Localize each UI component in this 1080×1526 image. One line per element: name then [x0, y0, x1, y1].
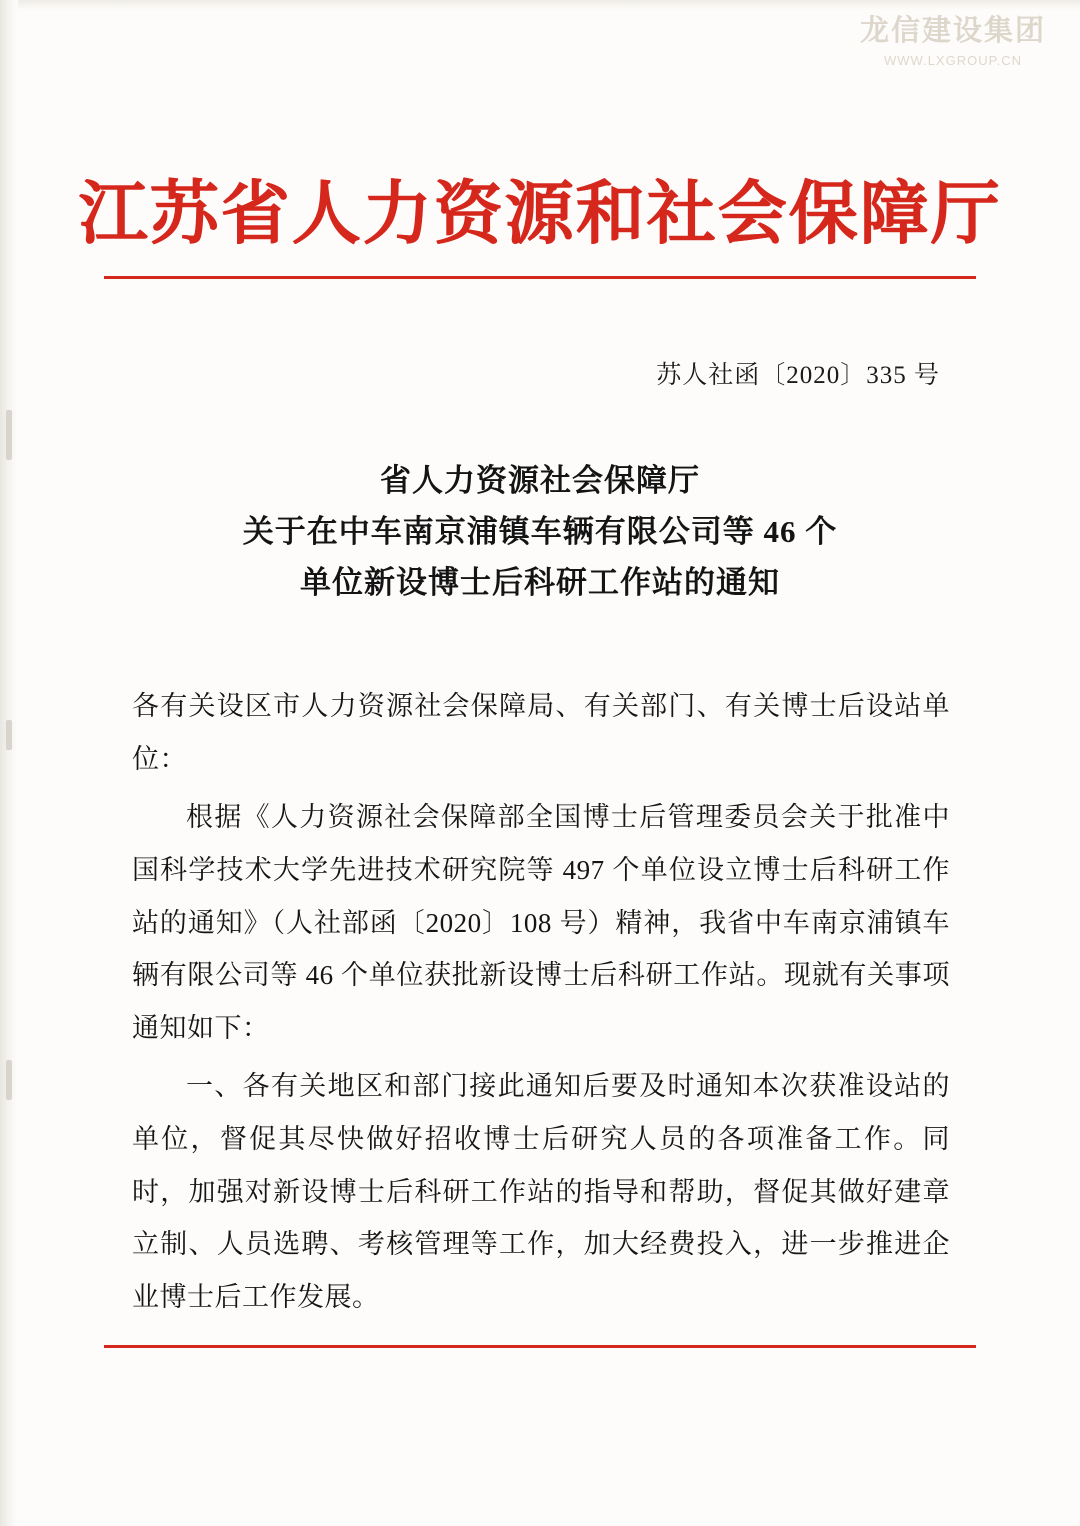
watermark-website: WWW.LXGROUP.CN [883, 52, 1022, 68]
document-number: 苏人社函〔2020〕335 号 [656, 362, 940, 389]
body-paragraph-salutation: 各有关设区市人力资源社会保障局、有关部门、有关博士后设站单位： [132, 691, 950, 774]
letterhead [0, 175, 1080, 279]
issuing-organization-title: 江苏省人力资源和社会保障厅 [78, 176, 1002, 252]
document-title [0, 455, 1080, 608]
body-paragraph-basis: 根据《人力资源社会保障部全国博士后管理委员会关于批准中国科学技术大学先进技术研究院等 497 个单位设立博士后科研工作站的通知》（人社部函〔2020〕108 号）精神，我省中车南京浦镇车辆有限公司等 46 个单位获批新设博士后科研工作站。现就有关事项通知如下： [132, 802, 950, 1043]
watermark [860, 14, 1046, 68]
scan-artifact-mark [6, 720, 12, 750]
scan-edge-top [0, 0, 1080, 10]
watermark-company-name: 龙信建设集团 [859, 15, 1046, 47]
footer-divider [104, 1345, 976, 1348]
document-body [132, 680, 950, 1330]
document-title-line-2: 关于在中车南京浦镇车辆有限公司等 46 个 [242, 514, 838, 550]
scan-artifact-mark [6, 410, 12, 460]
scan-artifact-mark [6, 1060, 12, 1100]
letterhead-divider [104, 276, 976, 279]
document-title-line-3: 单位新设博士后科研工作站的通知 [300, 565, 780, 601]
body-paragraph-item-1: 一、各有关地区和部门接此通知后要及时通知本次获准设站的单位，督促其尽快做好招收博士后研究人员的各项准备工作。同时，加强对新设博士后科研工作站的指导和帮助，督促其做好建章立制、人员选聘、考核管理等工作，加大经费投入，进一步推进企业博士后工作发展。 [132, 1071, 950, 1313]
document-title-line-1: 省人力资源社会保障厅 [380, 463, 700, 498]
